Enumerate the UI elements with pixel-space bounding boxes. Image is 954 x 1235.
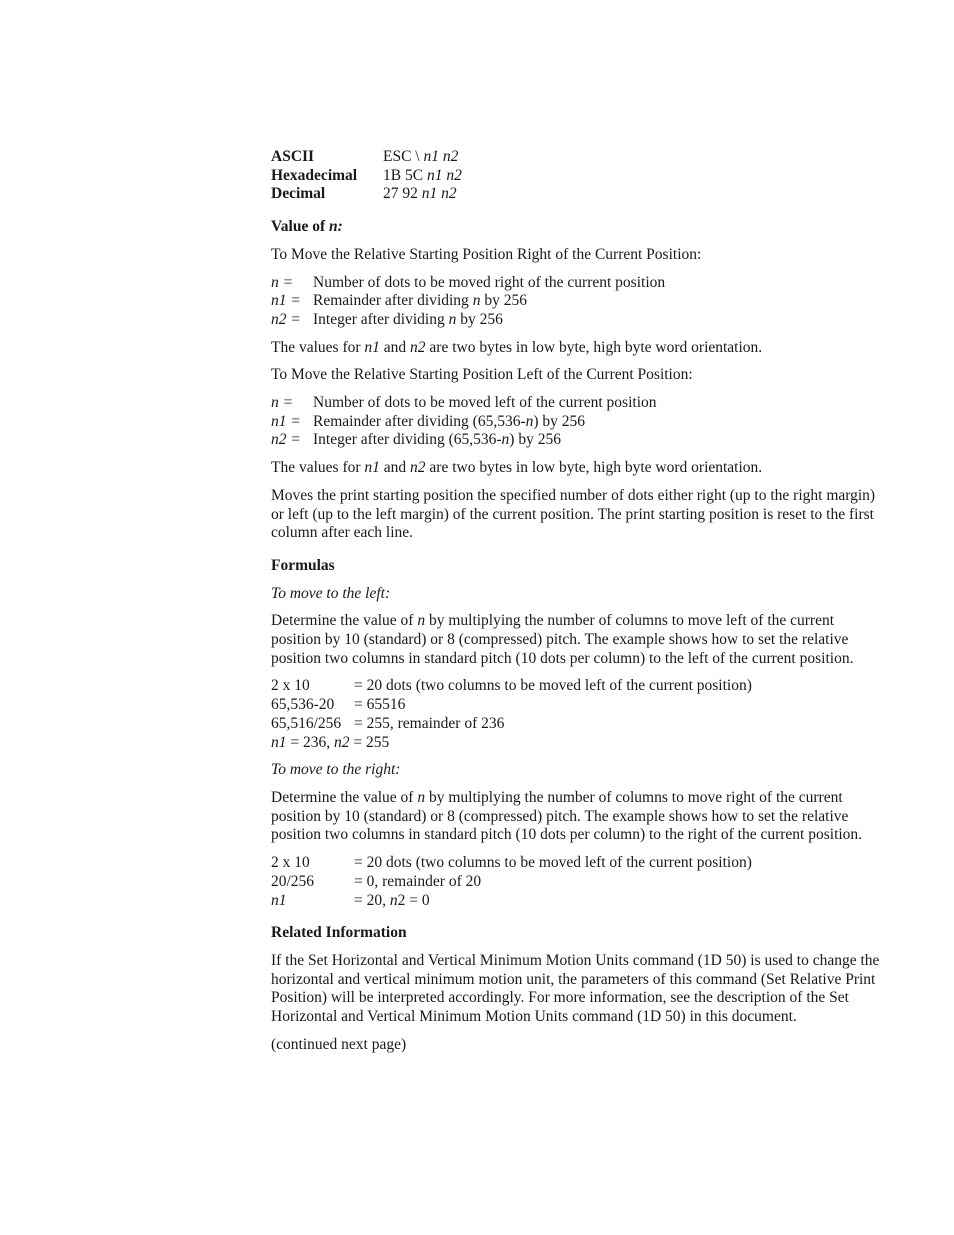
definition-term: n = xyxy=(271,394,294,412)
definition-text-part: Integer after dividing xyxy=(313,310,449,328)
definition-text xyxy=(313,394,657,413)
note-var: n2 xyxy=(410,338,426,356)
definition-var: n xyxy=(501,431,510,449)
right-calculation xyxy=(271,854,883,910)
note-text: The values for xyxy=(271,338,365,356)
left-subheading: To move to the left: xyxy=(271,584,391,602)
calc-row xyxy=(271,677,883,696)
calc-text: = 255 xyxy=(349,733,390,751)
calc-expression: 65,516/256 xyxy=(271,714,342,732)
definition-row xyxy=(271,413,883,432)
calc-text: 2 = 0 xyxy=(397,891,430,909)
left-definitions xyxy=(271,394,883,450)
definition-term: n2 = xyxy=(271,310,301,328)
definition-text xyxy=(313,413,585,432)
definition-row xyxy=(271,274,883,293)
calc-final-row xyxy=(271,734,883,753)
calc-result xyxy=(354,892,430,911)
definition-row xyxy=(271,311,883,330)
value-heading xyxy=(271,218,883,237)
command-value xyxy=(383,148,458,167)
related-heading: Related Information xyxy=(271,924,407,942)
right-subheading: To move to the right: xyxy=(271,761,401,779)
definition-text-part: by 256 xyxy=(456,310,503,328)
calc-expression: 2 x 10 xyxy=(271,677,310,695)
calc-row xyxy=(271,854,883,873)
page-content xyxy=(271,148,883,1054)
command-code: 27 92 xyxy=(383,185,422,203)
calc-text: = 236, xyxy=(286,733,334,751)
definition-var: n xyxy=(448,310,457,328)
command-value xyxy=(383,167,462,186)
note-var: n1 xyxy=(364,338,380,356)
definition-term: n2 = xyxy=(271,431,301,449)
definition-text-part: Integer after dividing (65,536- xyxy=(313,431,502,449)
left-intro: To Move the Relative Starting Position Left of the Current Position: xyxy=(271,366,693,384)
definition-text xyxy=(313,274,665,293)
formulas-heading: Formulas xyxy=(271,556,335,574)
calc-var: n1 xyxy=(271,733,287,751)
paragraph-text: by multiplying the number of columns to move right of the current position by 10 (standard) or 8 (compressed) pitch. The example shows how to set the relative position two columns in standard pitch (10 dots per column) to the right of the current position. xyxy=(271,788,863,844)
right-definitions xyxy=(271,274,883,330)
command-codes xyxy=(271,148,883,204)
calc-expression: 20/256 xyxy=(271,872,315,890)
right-intro: To Move the Relative Starting Position Right of the Current Position: xyxy=(271,245,702,263)
paragraph-var: n xyxy=(417,612,426,630)
definition-term: n1 = xyxy=(271,292,301,310)
definition-text-part: Remainder after dividing xyxy=(313,292,473,310)
note-text: and xyxy=(379,459,411,477)
definition-text xyxy=(313,311,503,330)
calc-expression: 65,536-20 xyxy=(271,696,335,714)
calc-result: = 20 dots (two columns to be moved left of the current position) xyxy=(354,854,752,872)
left-calculation xyxy=(271,677,883,752)
definition-row xyxy=(271,292,883,311)
left-formula-paragraph xyxy=(271,612,883,668)
definition-row xyxy=(271,394,883,413)
command-params: n1 n2 xyxy=(426,166,462,184)
right-values-note xyxy=(271,339,883,358)
definition-term: n1 = xyxy=(271,412,301,430)
calc-row xyxy=(271,715,883,734)
definition-text-part: Number of dots to be moved left of the current position xyxy=(313,394,657,412)
note-var: n2 xyxy=(410,459,426,477)
command-row-ascii xyxy=(271,148,883,167)
command-label: ASCII xyxy=(271,148,315,165)
value-heading-text: Value of xyxy=(271,218,329,236)
definition-text-part: Number of dots to be moved right of the current position xyxy=(313,273,666,291)
calc-var: n xyxy=(389,891,398,909)
calc-final-row xyxy=(271,892,883,911)
command-label: Decimal xyxy=(271,185,326,203)
calc-expression: n1 xyxy=(271,891,287,909)
note-text: and xyxy=(379,338,411,356)
note-var: n1 xyxy=(364,459,380,477)
left-values-note xyxy=(271,459,883,478)
definition-var: n xyxy=(472,292,481,310)
definition-var: n xyxy=(525,412,534,430)
note-text: are two bytes in low byte, high byte word orientation. xyxy=(425,338,763,356)
definition-text-part: by 256 xyxy=(480,292,527,310)
value-heading-var: n: xyxy=(329,218,343,236)
calc-result: = 255, remainder of 236 xyxy=(354,714,505,732)
definition-text-part: ) by 256 xyxy=(533,412,586,430)
paragraph-text: Determine the value of xyxy=(271,788,418,806)
definition-text xyxy=(313,292,527,311)
moves-paragraph: Moves the print starting position the specified number of dots either right (up to the right margin) or left (up to the left margin) of the current position. The print starting position is reset to the first column after each line. xyxy=(271,486,876,542)
paragraph-var: n xyxy=(417,788,426,806)
command-code: ESC \ xyxy=(383,148,424,165)
calc-result: = 20 dots (two columns to be moved left of the current position) xyxy=(354,677,752,695)
command-row-hex xyxy=(271,167,883,186)
definition-row xyxy=(271,431,883,450)
paragraph-text: Determine the value of xyxy=(271,612,418,630)
calc-text: = 20, xyxy=(354,891,390,909)
calc-var: n2 xyxy=(334,733,350,751)
calc-final xyxy=(271,734,389,753)
calc-result: = 0, remainder of 20 xyxy=(354,872,482,890)
definition-text xyxy=(313,431,561,450)
calc-result: = 65516 xyxy=(354,696,406,714)
calc-row xyxy=(271,696,883,715)
right-formula-paragraph xyxy=(271,789,883,845)
definition-term: n = xyxy=(271,273,294,291)
continued-note: (continued next page) xyxy=(271,1035,407,1053)
definition-text-part: ) by 256 xyxy=(509,431,561,449)
command-label: Hexadecimal xyxy=(271,166,358,184)
definition-text-part: Remainder after dividing (65,536- xyxy=(313,412,526,430)
related-paragraph: If the Set Horizontal and Vertical Minimum Motion Units command (1D 50) is used to change the horizontal and vertical minimum motion unit, the parameters of this command (Set Relative Print Position) will be interpreted accordingly. For more information, see the description of the Set Horizontal and Vertical Minimum Motion Units command (1D 50) in this document. xyxy=(271,951,880,1026)
command-params: n1 n2 xyxy=(423,148,459,165)
command-row-decimal xyxy=(271,185,883,204)
note-text: are two bytes in low byte, high byte word orientation. xyxy=(425,459,763,477)
calc-expression: 2 x 10 xyxy=(271,854,310,872)
command-value xyxy=(383,185,457,204)
command-code: 1B 5C xyxy=(383,166,427,184)
paragraph-text: by multiplying the number of columns to move left of the current position by 10 (standard) or 8 (compressed) pitch. The example shows how to set the relative position two columns in standard pitch (10 dots per column) to the left of the current position. xyxy=(271,612,854,667)
note-text: The values for xyxy=(271,459,365,477)
command-params: n1 n2 xyxy=(421,185,457,203)
calc-row xyxy=(271,873,883,892)
